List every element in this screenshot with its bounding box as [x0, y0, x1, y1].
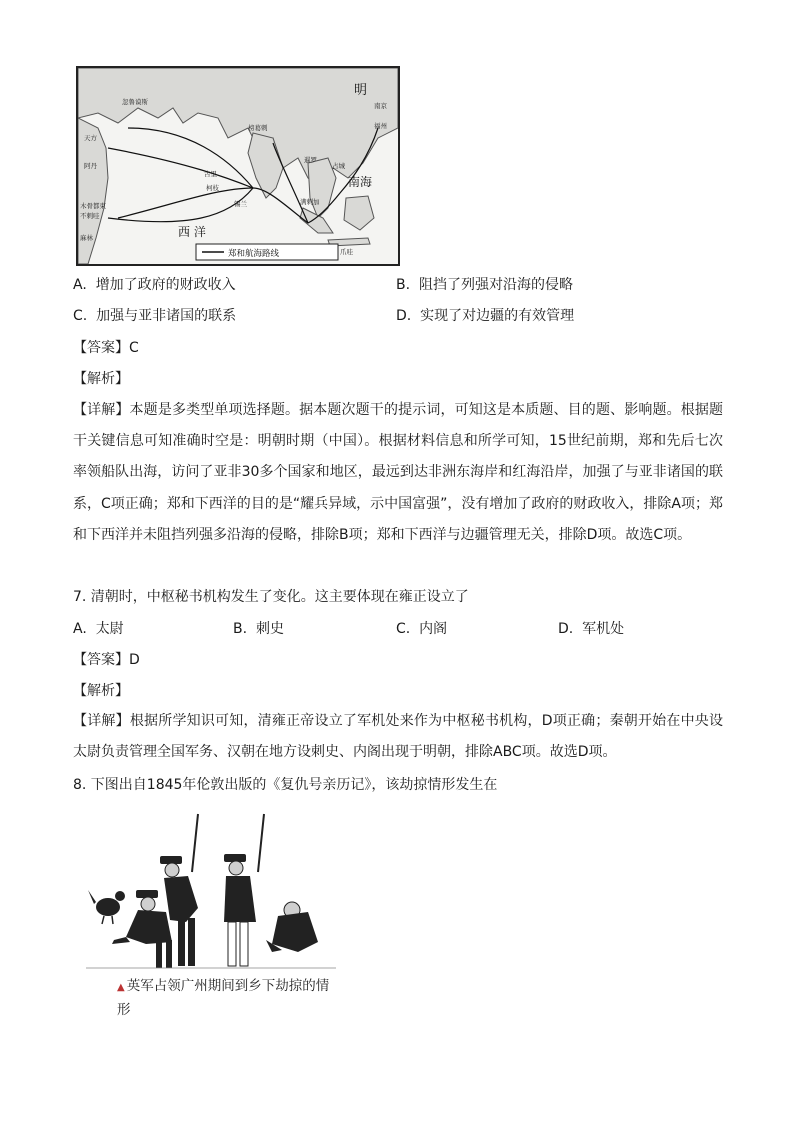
map-place-java: 爪哇	[340, 248, 353, 256]
map-place-siam: 暹罗	[304, 156, 317, 164]
q7-option-c: C. 内阁	[396, 621, 448, 637]
zheng-he-voyage-map	[76, 66, 400, 266]
map-label-nanhai: 南海	[348, 175, 373, 189]
q6-option-a: A. 增加了政府的财政收入	[73, 277, 236, 293]
map-place-fuzhou: 福州	[374, 122, 387, 130]
map-drawing	[78, 68, 398, 264]
map-place-champa: 占城	[332, 162, 345, 170]
q6-option-c: C. 加强与亚非诸国的联系	[73, 308, 237, 324]
map-label-xiyang: 西 洋	[178, 225, 206, 239]
asia-landmass	[78, 68, 398, 188]
borneo-island	[344, 196, 374, 230]
plunder-illustration	[86, 812, 336, 972]
q7-option-a: A. 太尉	[73, 621, 124, 637]
map-place-mogadishu: 木骨都束	[80, 202, 106, 210]
map-place-ceylon: 锡兰	[234, 200, 247, 208]
map-place-brava: 不剌哇	[80, 212, 100, 220]
caption-triangle-icon: ▲	[117, 982, 125, 993]
map-place-malindi: 麻林	[80, 234, 93, 242]
map-place-cochin: 柯枝	[206, 184, 219, 192]
q6-option-b: B. 阻挡了列强对沿海的侵略	[396, 277, 573, 293]
q6-option-d: D. 实现了对边疆的有效管理	[396, 308, 575, 324]
map-place-adan: 阿丹	[84, 162, 97, 170]
rooster-figure	[88, 890, 125, 924]
q8-stem: 8. 下图出自1845年伦敦出版的《复仇号亲历记》，该劫掠情形发生在	[73, 777, 498, 793]
voyage-route-2	[128, 128, 253, 188]
q7-option-b: B. 刺史	[233, 621, 284, 637]
villager-crouching-figure	[266, 902, 318, 952]
soldier-musket-figure-2	[224, 814, 264, 966]
plunder-drawing	[86, 812, 336, 972]
q7-stem: 7. 清朝时，中枢秘书机构发生了变化。这主要体现在雍正设立了	[73, 589, 469, 605]
q7-option-d: D. 军机处	[558, 621, 625, 637]
q7-detail: 【详解】根据所学知识可知，清雍正帝设立了军机处来作为中枢秘书机构，D项正确；秦朝开始在中央设太尉负责管理全国军务、汉朝在地方设刺史、内阁出现于明朝，排除ABC项。故选D项。	[73, 713, 724, 761]
map-legend-label: 郑和航海路线	[228, 249, 280, 259]
voyage-route-3	[108, 148, 253, 188]
q6-answer: 【答案】C	[73, 340, 139, 356]
map-label-ming: 明	[354, 83, 368, 98]
map-place-hormuz: 忽鲁谟斯	[122, 98, 148, 106]
plunder-caption: ▲ 英军占领广州期间到乡下劫掠的情形	[117, 978, 330, 1018]
soldier-musket-figure-1	[160, 814, 198, 966]
map-place-malacca: 满剌加	[300, 198, 320, 206]
map-place-bengal: 榜葛剌	[248, 124, 268, 132]
q7-answer: 【答案】D	[73, 652, 140, 668]
map-place-calicut: 古里	[204, 170, 217, 178]
map-place-tianfang: 天方	[84, 134, 97, 142]
map-place-nanjing: 南京	[374, 102, 387, 110]
q7-analysis-label: 【解析】	[73, 683, 129, 699]
soldier-crouching-figure	[112, 890, 172, 968]
q6-analysis-label: 【解析】	[73, 371, 129, 387]
voyage-route-5	[108, 188, 253, 222]
q6-detail: 【详解】本题是多类型单项选择题。据本题次题干的提示词，可知这是本质题、目的题、影响题。根据题干关键信息可知准确时空是：明朝时期（中国）。根据材料信息和所学可知，15世纪前期，郑和先后七次率领船队出海，访问了亚非30多个国家和地区，最远到达非洲东海岸和红海沿岸，加强了与亚非诸国的联系，C项正确；郑和下西洋的目的是“耀兵异域，示中国富强”，没有增加了政府的财政收入，排除A项；郑和下西洋并未阻挡列强多沿海的侵略，排除B项；郑和下西洋与边疆管理无关，排除D项。故选C项。	[73, 402, 724, 543]
